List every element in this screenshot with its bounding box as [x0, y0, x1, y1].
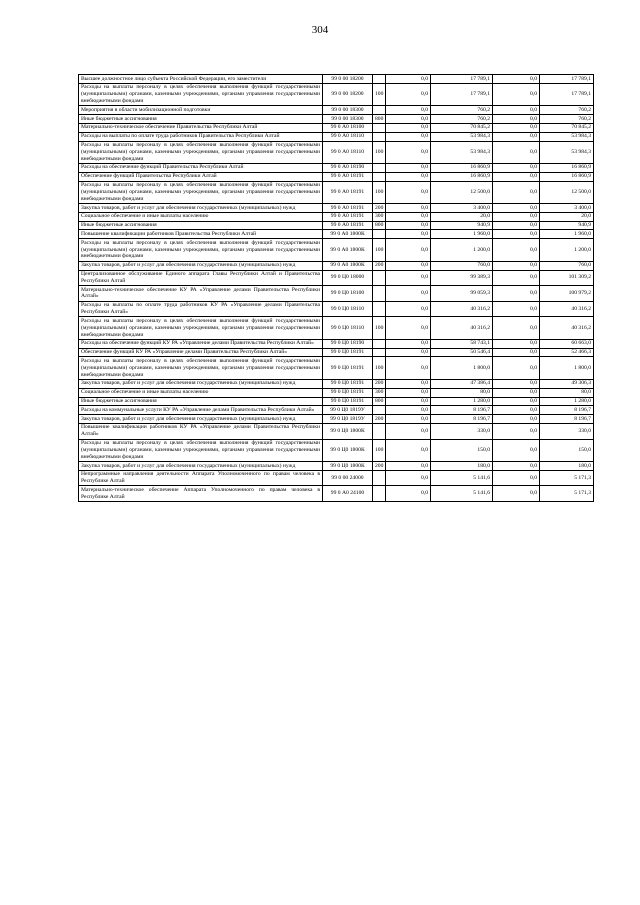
- target-article-code-cell: 99 0 А0 1800К: [323, 230, 373, 239]
- amount-cell-2: 760,2: [431, 106, 493, 115]
- amount-cell-1: 0,0: [386, 141, 431, 163]
- page-number: 304: [311, 24, 329, 36]
- expense-type-cell: 200: [373, 261, 386, 270]
- target-article-code-cell: 99 0 00 18200: [323, 83, 373, 105]
- table-row: [79, 339, 594, 348]
- target-article-code-cell: 99 0 Ц0 18190: [323, 339, 373, 348]
- amount-cell-1: 0,0: [386, 106, 431, 115]
- expense-type-cell: 100: [373, 317, 386, 339]
- expense-name-cell: Закупка товаров, работ и услуг для обеспечения государственных (муниципальных) нужд: [79, 379, 323, 388]
- amount-cell-2: 5 141,6: [431, 470, 493, 486]
- expense-name-cell: Обеспечение функций КУ РА «Управление делами Правительства Республики Алтай»: [79, 348, 323, 357]
- amount-cell-2: 40 316,2: [431, 317, 493, 339]
- expense-type-cell: [373, 163, 386, 172]
- expense-name-cell: Расходы на выплаты персоналу в целях обеспечения выполнения функций государственными (муниципальными) органами, казенными учреждениями, органами управления государственными внебюджетными фондами: [79, 239, 323, 261]
- amount-cell-1: 0,0: [386, 423, 431, 439]
- amount-cell-3: 0,0: [493, 462, 540, 471]
- target-article-code-cell: 99 0 Ц0 1819У: [323, 415, 373, 424]
- amount-cell-3: 0,0: [493, 397, 540, 406]
- amount-cell-4: 760,2: [540, 115, 594, 124]
- amount-cell-1: 0,0: [386, 406, 431, 415]
- amount-cell-2: 760,0: [431, 261, 493, 270]
- amount-cell-2: 53 984,3: [431, 141, 493, 163]
- amount-cell-4: 1 960,0: [540, 230, 594, 239]
- amount-cell-2: 58 743,1: [431, 339, 493, 348]
- expense-name-cell: Повышение квалификации работников КУ РА «Управление делами Правительства Республики Алтай»: [79, 423, 323, 439]
- expense-type-cell: 200: [373, 379, 386, 388]
- amount-cell-3: 0,0: [493, 75, 540, 84]
- amount-cell-3: 0,0: [493, 141, 540, 163]
- amount-cell-1: 0,0: [386, 397, 431, 406]
- amount-cell-4: 100 979,2: [540, 286, 594, 302]
- amount-cell-4: 5 171,3: [540, 486, 594, 502]
- amount-cell-2: 1 200,0: [431, 239, 493, 261]
- target-article-code-cell: 99 0 А0 1800К: [323, 261, 373, 270]
- amount-cell-2: 180,0: [431, 462, 493, 471]
- expense-type-cell: [373, 123, 386, 132]
- amount-cell-2: 1 960,0: [431, 230, 493, 239]
- expense-type-cell: 100: [373, 357, 386, 379]
- amount-cell-4: 40 316,2: [540, 317, 594, 339]
- target-article-code-cell: 99 0 Ц0 18100: [323, 286, 373, 302]
- amount-cell-1: 0,0: [386, 230, 431, 239]
- target-article-code-cell: 99 0 А0 18191: [323, 181, 373, 203]
- amount-cell-3: 0,0: [493, 270, 540, 286]
- amount-cell-2: 20,0: [431, 212, 493, 221]
- table-row: [79, 141, 594, 163]
- table-row: [79, 439, 594, 461]
- amount-cell-2: 47 386,4: [431, 379, 493, 388]
- expense-name-cell: Расходы на обеспечение функций КУ РА «Управление делами Правительства Республики Алтай»: [79, 339, 323, 348]
- table-row: [79, 406, 594, 415]
- target-article-code-cell: 99 0 Ц0 18191: [323, 388, 373, 397]
- target-article-code-cell: 99 0 А0 18190: [323, 163, 373, 172]
- target-article-code-cell: 99 0 00 18200: [323, 75, 373, 84]
- amount-cell-2: 80,0: [431, 388, 493, 397]
- expense-name-cell: Расходы на выплаты по оплате труда работников КУ РА «Управление делами Правительства Республики Алтай»: [79, 301, 323, 317]
- expense-type-cell: 100: [373, 439, 386, 461]
- table-row: [79, 239, 594, 261]
- expense-type-cell: [373, 470, 386, 486]
- expense-name-cell: Расходы на выплаты персоналу в целях обеспечения выполнения функций государственными (муниципальными) органами, казенными учреждениями, органами управления государственными внебюджетными фондами: [79, 181, 323, 203]
- amount-cell-1: 0,0: [386, 212, 431, 221]
- target-article-code-cell: 99 0 Ц0 1800К: [323, 423, 373, 439]
- amount-cell-3: 0,0: [493, 486, 540, 502]
- amount-cell-2: 1 280,0: [431, 397, 493, 406]
- table-row: [79, 172, 594, 181]
- expense-name-cell: Расходы на выплаты персоналу в целях обеспечения выполнения функций государственными (муниципальными) органами, казенными учреждениями, органами управления государственными внебюджетными фондами: [79, 317, 323, 339]
- table-row: [79, 123, 594, 132]
- amount-cell-3: 0,0: [493, 163, 540, 172]
- target-article-code-cell: 99 0 Ц0 18191: [323, 397, 373, 406]
- expense-type-cell: [373, 486, 386, 502]
- table-row: [79, 212, 594, 221]
- amount-cell-2: 760,2: [431, 115, 493, 124]
- expense-name-cell: Расходы на выплаты персоналу в целях обеспечения выполнения функций государственными (муниципальными) органами, казенными учреждениями, органами управления государственными внебюджетными фондами: [79, 141, 323, 163]
- amount-cell-4: 1 200,0: [540, 239, 594, 261]
- expense-type-cell: 300: [373, 388, 386, 397]
- expense-name-cell: Иные бюджетные ассигнования: [79, 115, 323, 124]
- amount-cell-4: 1 800,0: [540, 357, 594, 379]
- table-row: [79, 163, 594, 172]
- target-article-code-cell: 99 0 00 18300: [323, 106, 373, 115]
- table-row: [79, 415, 594, 424]
- expense-name-cell: Иные бюджетные ассигнования: [79, 221, 323, 230]
- amount-cell-1: 0,0: [386, 470, 431, 486]
- amount-cell-3: 0,0: [493, 439, 540, 461]
- amount-cell-2: 1 800,0: [431, 357, 493, 379]
- table-row: [79, 230, 594, 239]
- table-row: [79, 115, 594, 124]
- budget-table: [78, 74, 594, 502]
- amount-cell-4: 940,9: [540, 221, 594, 230]
- amount-cell-4: 40 316,2: [540, 301, 594, 317]
- amount-cell-1: 0,0: [386, 301, 431, 317]
- table-row: [79, 423, 594, 439]
- expense-type-cell: 200: [373, 462, 386, 471]
- expense-name-cell: Материально-техническое обеспечение КУ РА «Управление делами Правительства Республики Алтай»: [79, 286, 323, 302]
- table-row: [79, 204, 594, 213]
- amount-cell-4: 1 280,0: [540, 397, 594, 406]
- amount-cell-1: 0,0: [386, 486, 431, 502]
- amount-cell-3: 0,0: [493, 239, 540, 261]
- table-row: [79, 181, 594, 203]
- amount-cell-3: 0,0: [493, 230, 540, 239]
- amount-cell-1: 0,0: [386, 317, 431, 339]
- table-row: [79, 357, 594, 379]
- amount-cell-4: 53 984,3: [540, 132, 594, 141]
- amount-cell-1: 0,0: [386, 181, 431, 203]
- target-article-code-cell: 99 0 00 18300: [323, 115, 373, 124]
- amount-cell-4: 70 845,2: [540, 123, 594, 132]
- target-article-code-cell: 99 0 А0 18100: [323, 123, 373, 132]
- amount-cell-1: 0,0: [386, 348, 431, 357]
- expense-type-cell: 100: [373, 181, 386, 203]
- table-row: [79, 261, 594, 270]
- amount-cell-4: 760,2: [540, 106, 594, 115]
- amount-cell-4: 80,0: [540, 388, 594, 397]
- target-article-code-cell: 99 0 Ц0 18191: [323, 357, 373, 379]
- amount-cell-4: 5 171,3: [540, 470, 594, 486]
- amount-cell-2: 40 316,2: [431, 301, 493, 317]
- amount-cell-1: 0,0: [386, 261, 431, 270]
- amount-cell-2: 5 141,6: [431, 486, 493, 502]
- amount-cell-3: 0,0: [493, 470, 540, 486]
- expense-name-cell: Расходы на выплаты персоналу в целях обеспечения выполнения функций государственными (муниципальными) органами, казенными учреждениями, органами управления государственными внебюджетными фондами: [79, 357, 323, 379]
- expense-name-cell: Расходы на выплаты персоналу в целях обеспечения выполнения функций государственными (муниципальными) органами, казенными учреждениями, органами управления государственными внебюджетными фондами: [79, 83, 323, 105]
- amount-cell-1: 0,0: [386, 123, 431, 132]
- expense-type-cell: 800: [373, 221, 386, 230]
- amount-cell-1: 0,0: [386, 83, 431, 105]
- expense-type-cell: 800: [373, 115, 386, 124]
- amount-cell-3: 0,0: [493, 415, 540, 424]
- expense-name-cell: Повышение квалификации работников Правительства Республики Алтай: [79, 230, 323, 239]
- expense-type-cell: [373, 230, 386, 239]
- table-row: [79, 470, 594, 486]
- amount-cell-3: 0,0: [493, 423, 540, 439]
- expense-name-cell: Расходы на выплаты персоналу в целях обеспечения выполнения функций государственными (муниципальными) органами, казенными учреждениями, органами управления государственными внебюджетными фондами: [79, 439, 323, 461]
- table-body: [79, 75, 594, 502]
- expense-name-cell: Материально-техническое обеспечение Правительства Республики Алтай: [79, 123, 323, 132]
- expense-name-cell: Иные бюджетные ассигнования: [79, 397, 323, 406]
- amount-cell-1: 0,0: [386, 415, 431, 424]
- amount-cell-2: 16 860,9: [431, 172, 493, 181]
- expense-name-cell: Централизованное обслуживание Единого аппарата Главы Республики Алтай и Правительства Республики Алтай: [79, 270, 323, 286]
- table-row: [79, 388, 594, 397]
- amount-cell-3: 0,0: [493, 286, 540, 302]
- amount-cell-4: 17 789,1: [540, 83, 594, 105]
- amount-cell-2: 99 059,3: [431, 286, 493, 302]
- target-article-code-cell: 99 0 А0 18191: [323, 172, 373, 181]
- expense-type-cell: [373, 406, 386, 415]
- expense-type-cell: [373, 132, 386, 141]
- table-row: [79, 397, 594, 406]
- amount-cell-3: 0,0: [493, 212, 540, 221]
- target-article-code-cell: 99 0 А0 18191: [323, 212, 373, 221]
- expense-name-cell: Закупка товаров, работ и услуг для обеспечения государственных (муниципальных) нужд: [79, 462, 323, 471]
- table-row: [79, 270, 594, 286]
- table-row: [79, 301, 594, 317]
- amount-cell-4: 60 663,0: [540, 339, 594, 348]
- table-row: [79, 317, 594, 339]
- amount-cell-3: 0,0: [493, 379, 540, 388]
- expense-type-cell: 100: [373, 239, 386, 261]
- amount-cell-1: 0,0: [386, 163, 431, 172]
- target-article-code-cell: 99 0 Ц0 18110: [323, 301, 373, 317]
- amount-cell-3: 0,0: [493, 357, 540, 379]
- amount-cell-2: 53 984,3: [431, 132, 493, 141]
- amount-cell-3: 0,0: [493, 301, 540, 317]
- target-article-code-cell: 99 0 Ц0 18191: [323, 379, 373, 388]
- expense-name-cell: Высшее должностное лицо субъекта Российской Федерации, его заместители: [79, 75, 323, 84]
- target-article-code-cell: 99 0 А0 24100: [323, 486, 373, 502]
- amount-cell-1: 0,0: [386, 388, 431, 397]
- expense-type-cell: [373, 423, 386, 439]
- expense-name-cell: Расходы на выплаты по оплате труда работников Правительства Республики Алтай: [79, 132, 323, 141]
- expense-type-cell: 300: [373, 212, 386, 221]
- target-article-code-cell: 99 0 А0 18110: [323, 141, 373, 163]
- amount-cell-2: 330,0: [431, 423, 493, 439]
- expense-type-cell: 100: [373, 83, 386, 105]
- amount-cell-1: 0,0: [386, 75, 431, 84]
- amount-cell-1: 0,0: [386, 132, 431, 141]
- amount-cell-4: 49 306,3: [540, 379, 594, 388]
- amount-cell-1: 0,0: [386, 204, 431, 213]
- amount-cell-3: 0,0: [493, 406, 540, 415]
- target-article-code-cell: 99 0 А0 18110: [323, 132, 373, 141]
- amount-cell-4: 20,0: [540, 212, 594, 221]
- expense-name-cell: Закупка товаров, работ и услуг для обеспечения государственных (муниципальных) нужд: [79, 261, 323, 270]
- table-row: [79, 486, 594, 502]
- amount-cell-2: 99 389,3: [431, 270, 493, 286]
- table-row: [79, 75, 594, 84]
- amount-cell-3: 0,0: [493, 132, 540, 141]
- amount-cell-4: 16 860,9: [540, 172, 594, 181]
- amount-cell-2: 17 789,1: [431, 75, 493, 84]
- amount-cell-3: 0,0: [493, 388, 540, 397]
- amount-cell-3: 0,0: [493, 106, 540, 115]
- amount-cell-1: 0,0: [386, 439, 431, 461]
- amount-cell-3: 0,0: [493, 348, 540, 357]
- amount-cell-3: 0,0: [493, 123, 540, 132]
- expense-type-cell: 100: [373, 141, 386, 163]
- expense-type-cell: [373, 106, 386, 115]
- amount-cell-2: 17 789,1: [431, 83, 493, 105]
- table-row: [79, 83, 594, 105]
- target-article-code-cell: 99 0 А0 18191: [323, 221, 373, 230]
- amount-cell-3: 0,0: [493, 221, 540, 230]
- amount-cell-4: 8 196,7: [540, 406, 594, 415]
- amount-cell-4: 53 984,3: [540, 141, 594, 163]
- expense-type-cell: [373, 75, 386, 84]
- amount-cell-1: 0,0: [386, 239, 431, 261]
- expense-name-cell: Расходы на обеспечение функций Правительства Республики Алтай: [79, 163, 323, 172]
- amount-cell-3: 0,0: [493, 115, 540, 124]
- expense-type-cell: [373, 286, 386, 302]
- expense-name-cell: Обеспечение функций Правительства Республики Алтай: [79, 172, 323, 181]
- amount-cell-2: 16 860,9: [431, 163, 493, 172]
- table-row: [79, 221, 594, 230]
- expense-name-cell: Непрограммные направления деятельности Аппарата Уполномоченного по правам человека в Республике Алтай: [79, 470, 323, 486]
- table-row: [79, 379, 594, 388]
- target-article-code-cell: 99 0 Ц0 18110: [323, 317, 373, 339]
- amount-cell-2: 940,9: [431, 221, 493, 230]
- amount-cell-2: 150,0: [431, 439, 493, 461]
- expense-type-cell: [373, 339, 386, 348]
- amount-cell-1: 0,0: [386, 172, 431, 181]
- target-article-code-cell: 99 0 Ц0 1800К: [323, 439, 373, 461]
- amount-cell-3: 0,0: [493, 339, 540, 348]
- expense-name-cell: Закупка товаров, работ и услуг для обеспечения государственных (муниципальных) нужд: [79, 204, 323, 213]
- target-article-code-cell: 99 0 Ц0 1800К: [323, 462, 373, 471]
- expense-type-cell: [373, 301, 386, 317]
- amount-cell-1: 0,0: [386, 270, 431, 286]
- target-article-code-cell: 99 0 А0 1800К: [323, 239, 373, 261]
- amount-cell-3: 0,0: [493, 181, 540, 203]
- expense-name-cell: Мероприятия в области мобилизационной подготовки: [79, 106, 323, 115]
- expense-type-cell: 200: [373, 415, 386, 424]
- amount-cell-2: 3 400,0: [431, 204, 493, 213]
- amount-cell-1: 0,0: [386, 115, 431, 124]
- expense-name-cell: Расходы на коммунальные услуги КУ РА «Управление делами Правительства Республики Алтай»: [79, 406, 323, 415]
- amount-cell-4: 150,0: [540, 439, 594, 461]
- amount-cell-4: 12 500,0: [540, 181, 594, 203]
- target-article-code-cell: 99 0 Ц0 18000: [323, 270, 373, 286]
- amount-cell-3: 0,0: [493, 172, 540, 181]
- target-article-code-cell: 99 0 00 24000: [323, 470, 373, 486]
- amount-cell-4: 16 860,9: [540, 163, 594, 172]
- amount-cell-4: 3 400,0: [540, 204, 594, 213]
- amount-cell-1: 0,0: [386, 379, 431, 388]
- amount-cell-4: 52 466,3: [540, 348, 594, 357]
- amount-cell-4: 8 196,7: [540, 415, 594, 424]
- amount-cell-4: 17 789,1: [540, 75, 594, 84]
- expense-type-cell: [373, 172, 386, 181]
- expense-type-cell: 200: [373, 204, 386, 213]
- amount-cell-1: 0,0: [386, 221, 431, 230]
- expense-name-cell: Закупка товаров, работ и услуг для обеспечения государственных (муниципальных) нужд: [79, 415, 323, 424]
- amount-cell-3: 0,0: [493, 83, 540, 105]
- expense-type-cell: [373, 270, 386, 286]
- amount-cell-3: 0,0: [493, 317, 540, 339]
- amount-cell-2: 70 845,2: [431, 123, 493, 132]
- expense-name-cell: Материально-техническое обеспечение Аппарата Уполномоченного по правам человека в Республике Алтай: [79, 486, 323, 502]
- table-row: [79, 286, 594, 302]
- amount-cell-4: 101 309,2: [540, 270, 594, 286]
- amount-cell-1: 0,0: [386, 357, 431, 379]
- table-row: [79, 348, 594, 357]
- amount-cell-1: 0,0: [386, 286, 431, 302]
- table-row: [79, 462, 594, 471]
- expense-name-cell: Социальное обеспечение и иные выплаты населению: [79, 212, 323, 221]
- amount-cell-2: 8 196,7: [431, 406, 493, 415]
- table-row: [79, 132, 594, 141]
- amount-cell-2: 8 196,7: [431, 415, 493, 424]
- target-article-code-cell: 99 0 Ц0 1819У: [323, 406, 373, 415]
- amount-cell-4: 180,0: [540, 462, 594, 471]
- amount-cell-2: 12 500,0: [431, 181, 493, 203]
- amount-cell-4: 760,0: [540, 261, 594, 270]
- expense-name-cell: Социальное обеспечение и иные выплаты населению: [79, 388, 323, 397]
- table-row: [79, 106, 594, 115]
- target-article-code-cell: 99 0 Ц0 18191: [323, 348, 373, 357]
- amount-cell-1: 0,0: [386, 462, 431, 471]
- expense-type-cell: 800: [373, 397, 386, 406]
- target-article-code-cell: 99 0 А0 18191: [323, 204, 373, 213]
- amount-cell-4: 330,0: [540, 423, 594, 439]
- amount-cell-2: 50 546,4: [431, 348, 493, 357]
- amount-cell-1: 0,0: [386, 339, 431, 348]
- amount-cell-3: 0,0: [493, 204, 540, 213]
- amount-cell-3: 0,0: [493, 261, 540, 270]
- expense-type-cell: [373, 348, 386, 357]
